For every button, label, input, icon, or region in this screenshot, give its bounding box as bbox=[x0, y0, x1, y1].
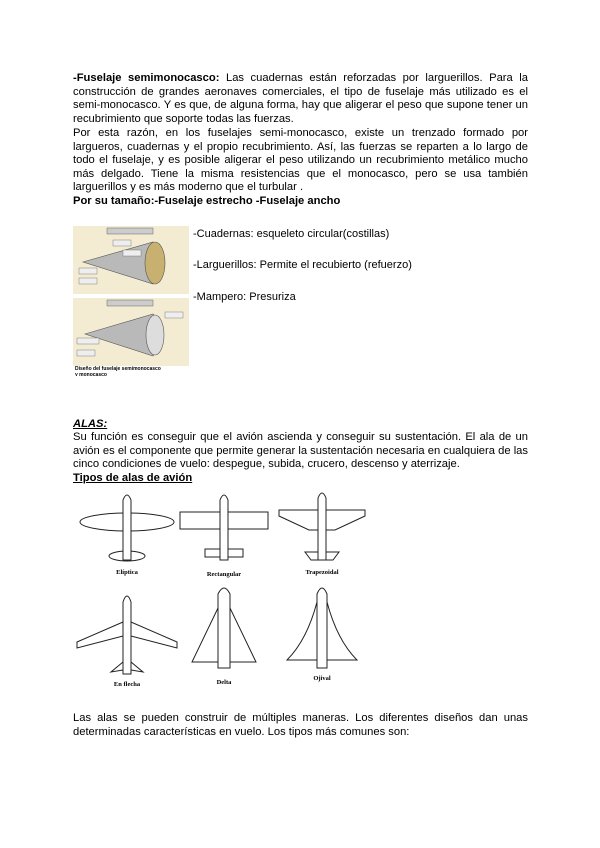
wing-elliptical bbox=[80, 495, 174, 576]
fuselaje-paragraph bbox=[73, 72, 528, 126]
wing-rectangular bbox=[180, 495, 268, 578]
wing-ogival bbox=[287, 588, 357, 682]
wing-delta bbox=[192, 588, 256, 686]
label-delta: Delta bbox=[216, 679, 232, 686]
alas-title: ALAS: bbox=[73, 418, 108, 430]
label-rectangular: Rectangular bbox=[206, 571, 242, 578]
figure-caption-2: y monocasco bbox=[75, 372, 107, 376]
wing-swept bbox=[77, 596, 177, 688]
label-ojival: Ojival bbox=[313, 675, 331, 682]
fuselaje-paragraph-2: Por esta razón, en los fuselajes semi-monocasco, existe un trenzado formado por largueros, cuadernas y el propio recubrimiento. Así, las fuerzas se reparten a lo largo de todo el fuselaje, y es posible aligerar el peso utilizando un recubrimiento metálico mucho más delgado. Tiene la misma resistencias que el monocasco, pero se usa también larguerillos y es más moderno que el turbular . bbox=[73, 127, 528, 194]
size-heading: Por su tamaño:-Fuselaje estrecho -Fuselaje ancho bbox=[73, 195, 341, 207]
fuselaje-label: -Fuselaje semimonocasco: bbox=[73, 72, 220, 84]
label-en-flecha: En flecha bbox=[113, 681, 141, 688]
wing-types-title: Tipos de alas de avión bbox=[73, 472, 193, 484]
part-cuadernas: -Cuadernas: esqueleto circular(costillas) bbox=[193, 228, 390, 240]
part-larguerillos: -Larguerillos: Permite el recubierto (refuerzo) bbox=[193, 259, 412, 271]
fuselaje-text: Las cuadernas están reforzadas por larguerillos. Para la construcción de grandes aeronaves comerciales, el tipo de fuselaje más utilizado es el semi-monocasco. Y es que, de alguna forma, hay que aligerar el peso que supone tener un recubrimiento que soporte todas las fuerzas. bbox=[73, 72, 528, 125]
label-trapezoidal: Trapezoidal bbox=[305, 569, 339, 576]
label-eliptica: Elíptica bbox=[116, 569, 138, 576]
part-mampero: -Mampero: Presuriza bbox=[193, 291, 296, 303]
alas-paragraph: Su función es conseguir que el avión ascienda y conseguir su sustentación. El ala de un avión es el componente que permite generar la sustentación necesaria en cualquiera de las cinco condiciones de vuelo: despegue, subida, crucero, descenso y aterrizaje. bbox=[73, 431, 528, 471]
closing-paragraph: Las alas se pueden construir de múltiples maneras. Los diferentes diseños dan unas determinadas características en vuelo. Los tipos más comunes son: bbox=[73, 712, 528, 738]
wing-trapezoidal bbox=[279, 493, 365, 576]
figure-caption-1: Diseño del fuselaje semimonocasco bbox=[75, 366, 161, 372]
wing-types-diagram bbox=[75, 490, 385, 690]
fuselage-figure bbox=[73, 226, 189, 376]
